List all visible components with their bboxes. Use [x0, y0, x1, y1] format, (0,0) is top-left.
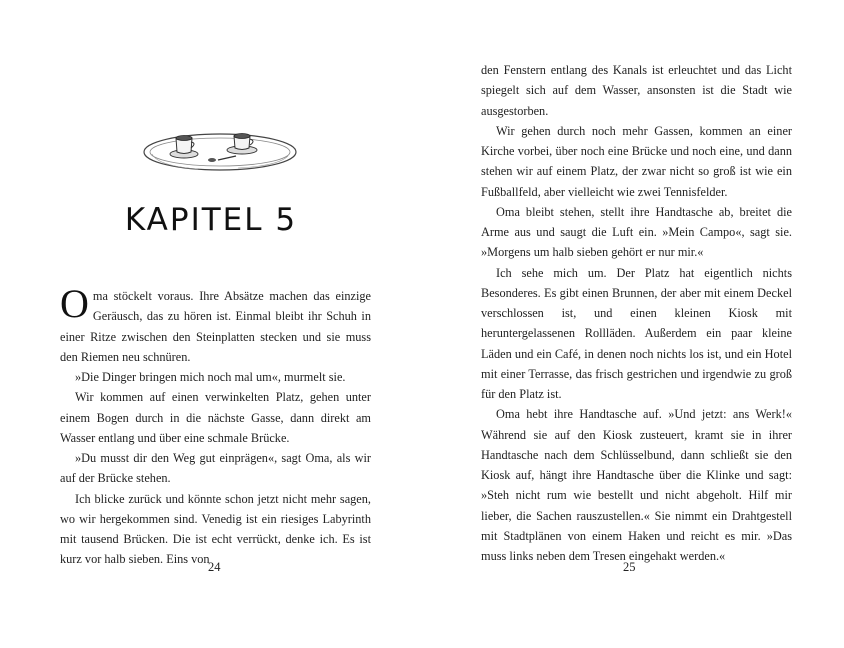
- paragraph: »Die Dinger bringen mich noch mal um«, murmelt sie.: [75, 370, 346, 384]
- chapter-title: KAPITEL 5: [124, 202, 298, 238]
- paragraph: den Fenstern entlang des Kanals ist erleuchtet und das Licht spiegelt sich auf dem Wasser, ansonsten ist die Stadt wie ausgestorben.: [481, 63, 792, 118]
- left-page-text: [60, 281, 371, 570]
- page-number: 24: [208, 560, 221, 574]
- paragraph: Ich blicke zurück und könnte schon jetzt nicht mehr sagen, wo wir hergekommen sind. Venedig ist ein riesiges Labyrinth mit tausend Brücken. Die ist echt verrückt, denke ich. Es ist kurz vor halb sieben. Eins von: [60, 491, 371, 567]
- coffee-tray-illustration: [138, 118, 318, 178]
- paragraph: Oma bleibt stehen, stellt ihre Handtasche ab, breitet die Arme aus und saugt die Luft ein. »Mein Campo«, sagt sie. »Morgens um halb sieben gehört er nur mir.«: [481, 204, 792, 260]
- paragraph: Oma stöckelt voraus. Ihre Absätze machen das einzige Geräusch, das zu hören ist. Einmal bleibt ihr Schuh in einer Ritze zwischen den Steinplatten stecken und sie muss den Riemen neu schnüren.: [60, 281, 371, 364]
- paragraph: »Du musst dir den Weg gut einprägen«, sagt Oma, als wir auf der Brücke stehen.: [60, 451, 371, 486]
- page-number: 25: [623, 560, 636, 574]
- paragraph: Ich sehe mich um. Der Platz hat eigentlich nichts Besonderes. Es gibt einen Brunnen, der aber mit einem Deckel verschlossen ist, und einen kleinen Kiosk mit heruntergelassenen Rollläden. Außerdem ein paar kleine Läden und ein Café, in denen noch nichts los ist, und ein Hotel mit einer Terrasse, das frisch gestrichen und irgendwie zu groß für den Platz ist.: [481, 265, 792, 401]
- drop-cap: O: [60, 281, 89, 326]
- paragraph: Oma hebt ihre Handtasche auf. »Und jetzt: ans Werk!« Während sie auf den Kiosk zusteuert, kramt sie in ihrer Handtasche nach dem Schlüsselbund, dann schließt sie den Kiosk auf, hängt ihre Handtasche über die Klinke und sagt: »Steh nicht rum wie bestellt und nicht abgeholt. Hilf mir lieber, die Sachen rauszustellen.« Sie nimmt ein Drahtgestell mit Stadtplänen von einem Haken und reicht es mir. »Das muss links neben dem Tresen eingehakt werden.«: [481, 407, 792, 563]
- right-page: [422, 0, 844, 648]
- paragraph: Wir gehen durch noch mehr Gassen, kommen an einer Kirche vorbei, über noch eine Brücke und noch eine, und dann stehen wir auf einem Platz, der zwar nicht so groß ist wie ein Fußballfeld, aber vielleicht wie zwei Tennisfelder.: [481, 123, 792, 199]
- right-page-text: [481, 60, 792, 566]
- paragraph: Wir kommen auf einen verwinkelten Platz, gehen unter einem Bogen durch in die nächste Gasse, dann direkt am Wasser entlang und über eine schmale Brücke.: [60, 390, 371, 445]
